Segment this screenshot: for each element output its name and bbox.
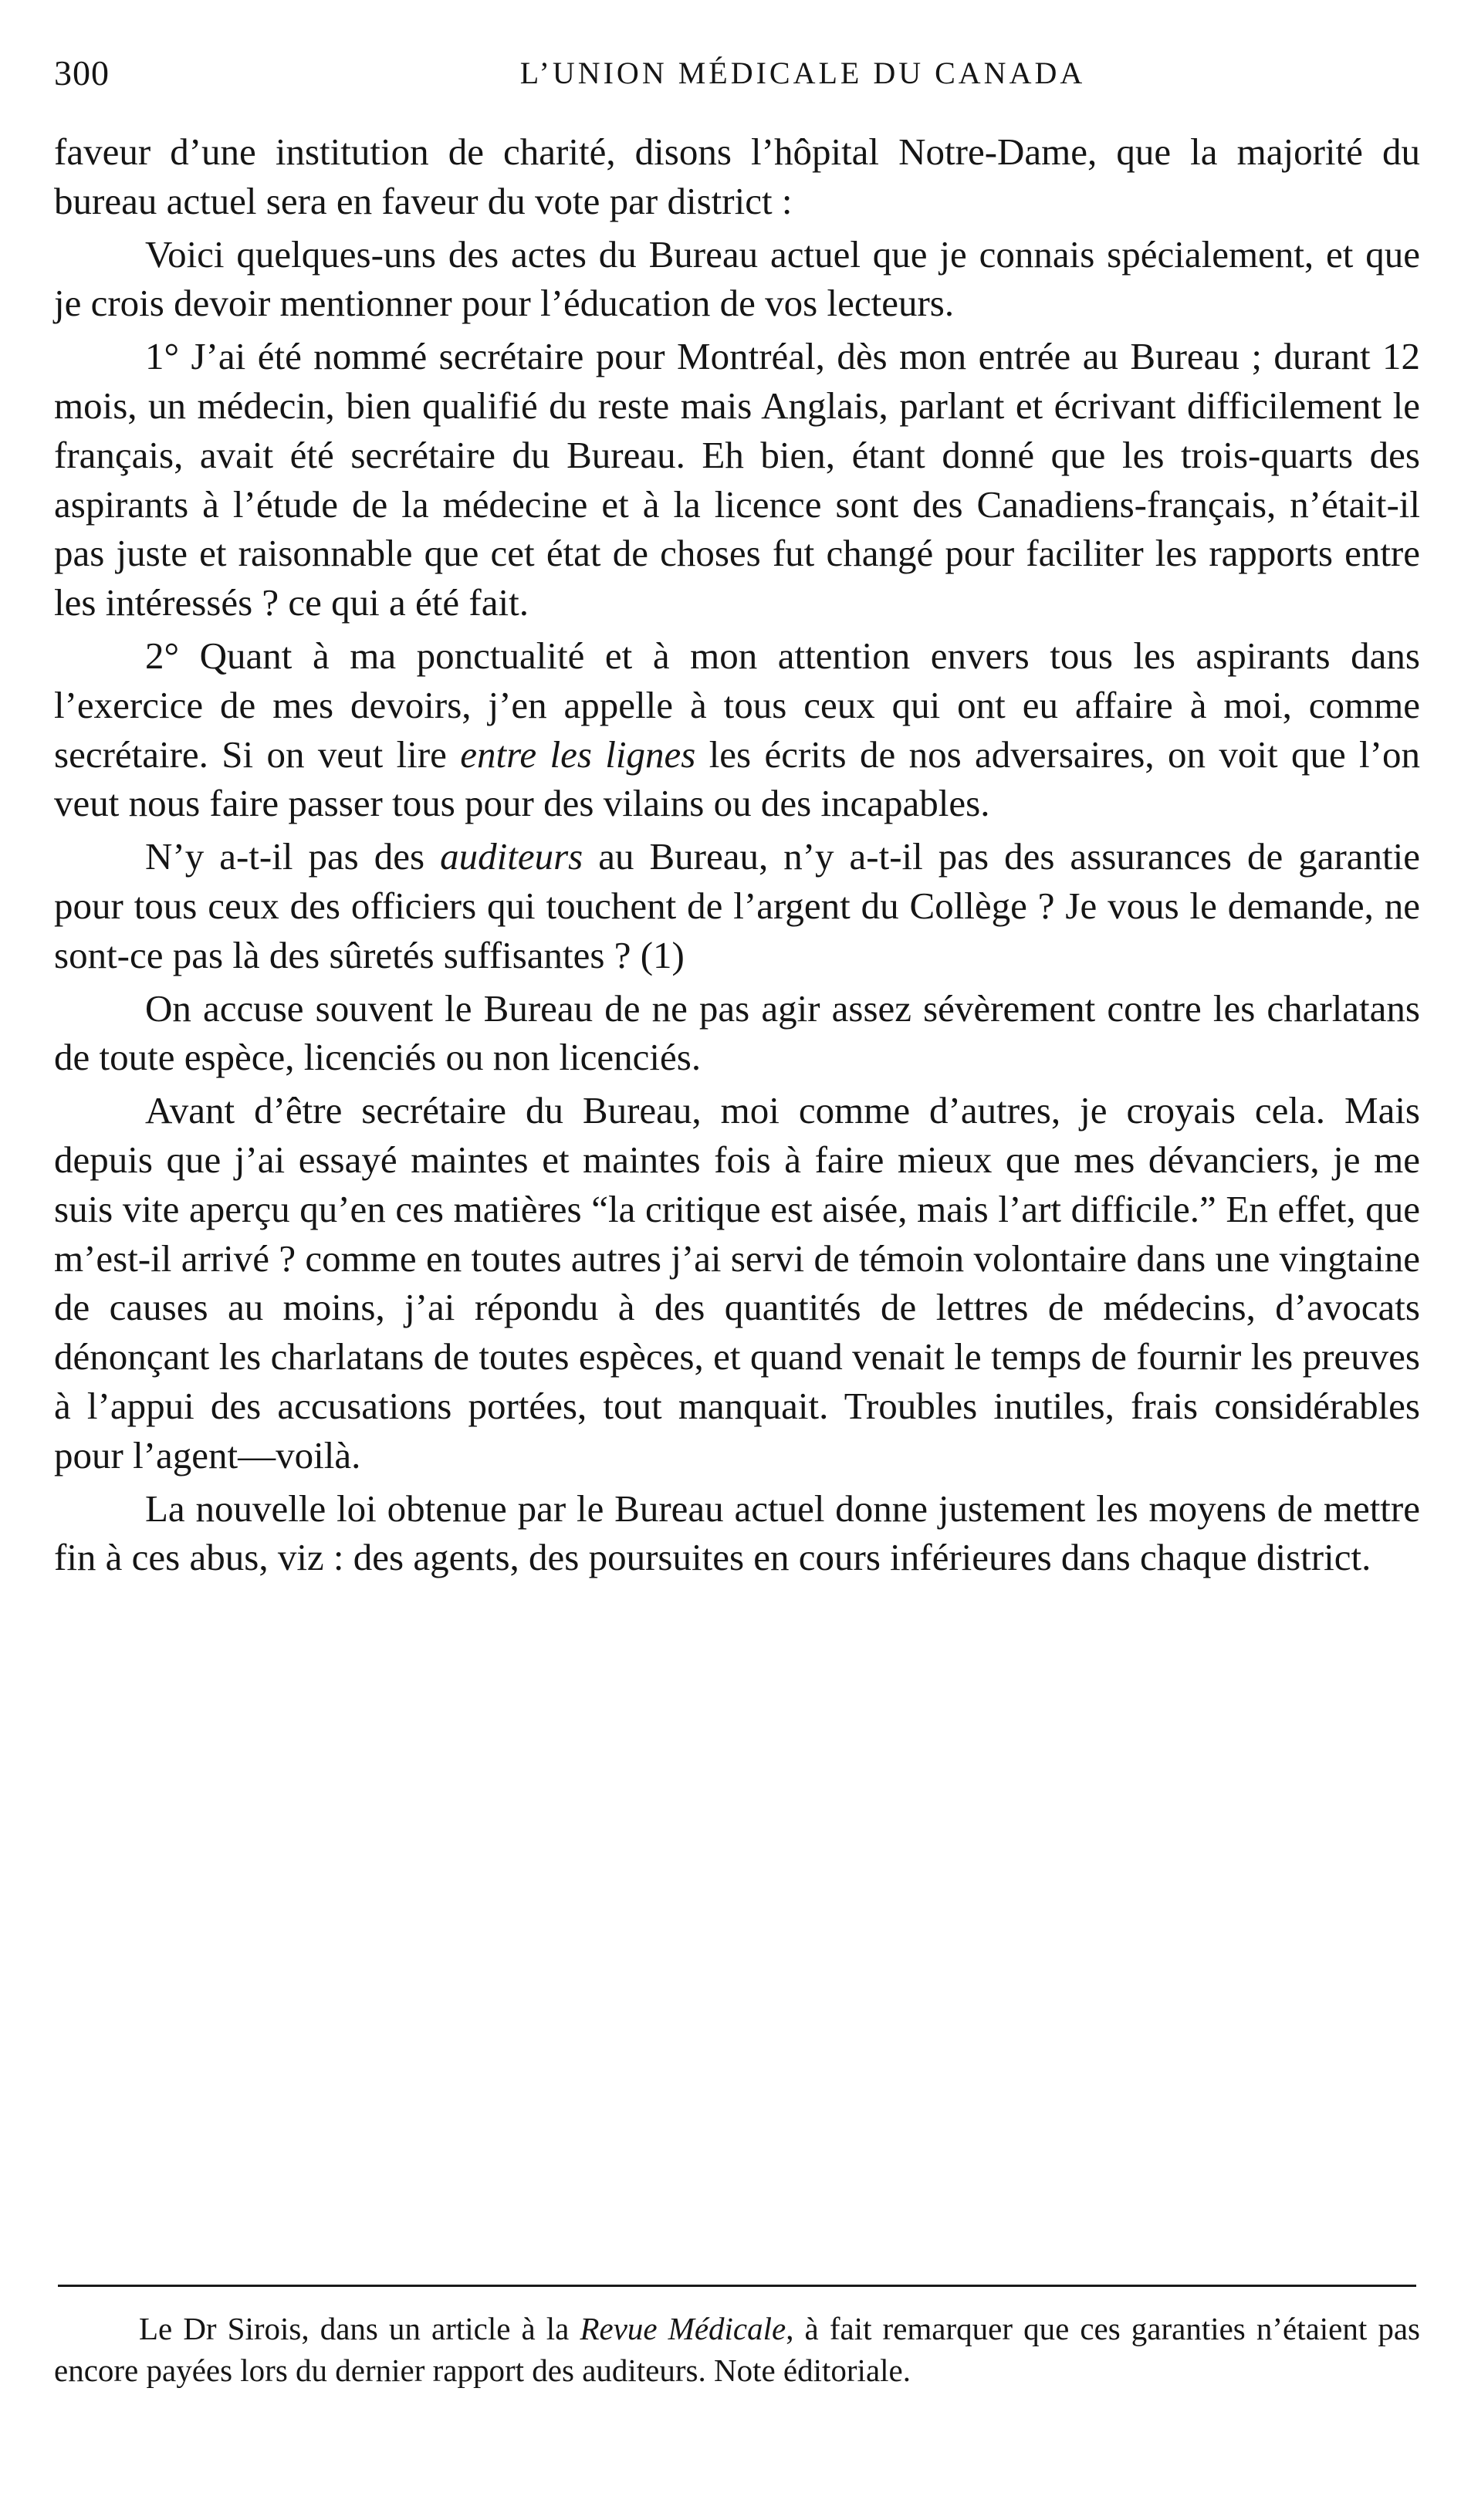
footnote-text-a: Le Dr Sirois, dans un article à la	[139, 2311, 580, 2346]
paragraph-4-text-a: 2° Quant à ma ponctualité et à mon attention envers tous les aspirants dans l’exercice de mes devoirs, j’en appelle à tous ceux qui ont eu affaire à moi, comme secrétaire. Si on veut lire	[54, 634, 1420, 776]
paragraph-5-text-a: N’y a-t-il pas des	[145, 835, 441, 878]
paragraph-6: On accuse souvent le Bureau de ne pas agir assez sévèrement contre les charlatans de toute espèce, licenciés ou non licenciés.	[54, 986, 1420, 1079]
paragraph-4	[54, 631, 1420, 828]
paragraph-5	[54, 832, 1420, 979]
paragraph-2: Voici quelques-uns des actes du Bureau actuel que je connais spécialement, et que je crois devoir mentionner pour l’éducation de vos lecteurs.	[54, 232, 1420, 325]
footnote-italic: Revue Médicale	[580, 2311, 786, 2346]
paragraph-4-italic: entre les lignes	[460, 732, 696, 776]
page-header	[54, 46, 1428, 100]
footnote-text-b: , à fait remarquer que ces garanties n’étaient pas encore payées lors du dernier rapport des auditeurs. Note éditoriale.	[54, 2311, 1420, 2388]
footnote-divider	[58, 2285, 1416, 2287]
paragraph-8: La nouvelle loi obtenue par le Bureau actuel donne justement les moyens de mettre fin à ces abus, viz : des agents, des poursuites en cours inférieures dans chaque district.	[54, 1487, 1420, 1579]
footnote-text	[54, 2308, 1420, 2391]
body-text	[54, 127, 1420, 1586]
paragraph-3: 1° J’ai été nommé secrétaire pour Montréal, dès mon entrée au Bureau ; durant 12 mois, un médecin, bien qualifié du reste mais Anglais, parlant et écrivant difficilement le français, avait été secrétaire du Bureau. Eh bien, étant donné que les trois-quarts des aspirants à l’étude de la médecine et à la licence sont des Canadiens-français, n’était-il pas juste et raisonnable que cet état de choses fut changé pour faciliter les rapports entre les intéressés ? ce qui a été fait.	[54, 335, 1420, 624]
footnote	[54, 2308, 1420, 2391]
paragraph-5-italic: auditeurs	[440, 835, 583, 878]
paragraph-5-text-b: au Bureau, n’y a-t-il pas des assurances de garantie pour tous ceux des officiers qui touchent de l’argent du Collège ? Je vous le demande, ne sont-ce pas là des sûretés suffisantes ? (1)	[54, 835, 1420, 976]
paragraph-4-text-b: les écrits de nos adversaires, on voit que l’on veut nous faire passer tous pour des vilains ou des incapables.	[54, 732, 1420, 825]
page-number: 300	[54, 53, 110, 93]
paragraph-1: faveur d’une institution de charité, disons l’hôpital Notre-Dame, que la majorité du bureau actuel sera en faveur du vote par district :	[54, 130, 1420, 222]
paragraph-7: Avant d’être secrétaire du Bureau, moi comme d’autres, je croyais cela. Mais depuis que j’ai essayé maintes et maintes fois à faire mieux que mes dévanciers, je me suis vite aperçu qu’en ces matières “la critique est aisée, mais l’art difficile.” En effet, que m’est-il arrivé ? comme en toutes autres j’ai servi de témoin volontaire dans une vingtaine de causes au moins, j’ai répondu à des quantités de lettres de médecins, d’avocats dénonçant les charlatans de toutes espèces, et quand venait le temps de fournir les preuves à l’appui des accusations portées, tout manquait. Troubles inutiles, frais considérables pour l’agent—voilà.	[54, 1089, 1420, 1476]
running-title: L’UNION MÉDICALE DU CANADA	[519, 56, 1086, 90]
